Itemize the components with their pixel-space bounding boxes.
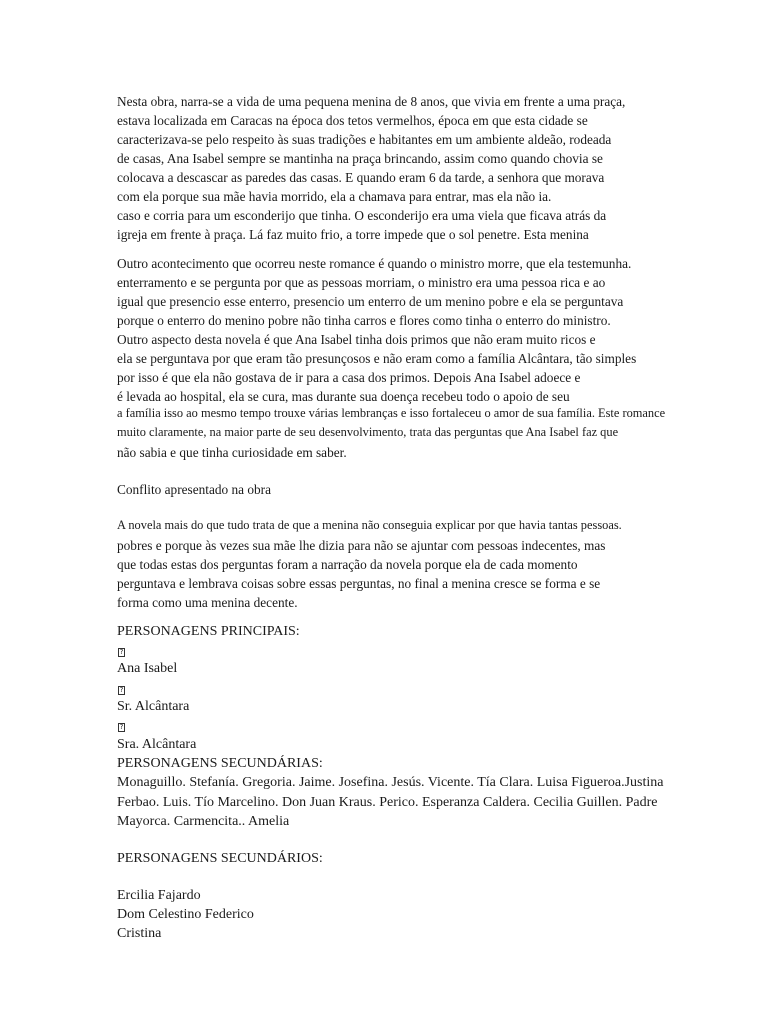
section-heading-conflict: Conflito apresentado na obra [117,482,271,497]
character-name: Ana Isabel [117,661,178,676]
paragraph-line: igual que presencio esse enterro, presencio um enterro de um menino pobre e ela se perguntava [117,294,624,309]
secondary-characters-line: Ferbao. Luis. Tío Marcelino. Don Juan Kraus. Perico. Esperanza Caldera. Cecilia Guillen. Padre [117,795,658,810]
paragraph-line: Outro aspecto desta novela é que Ana Isabel tinha dois primos que não eram muito ricos e [117,332,596,347]
secondary-characters-heading: PERSONAGENS SECUNDÁRIAS: [117,756,323,771]
paragraph-line: é levada ao hospital, ela se cura, mas durante sua doença recebeu todo o apoio de seu [117,389,570,404]
paragraph-line: pobres e porque às vezes sua mãe lhe dizia para não se ajuntar com pessoas indecentes, mas [117,538,606,553]
missing-glyph-icon: ? [119,723,124,731]
paragraph-line: Nesta obra, narra-se a vida de uma pequena menina de 8 anos, que vivia em frente a uma praça, [117,94,626,109]
paragraph-line: estava localizada em Caracas na época dos tetos vermelhos, época em que esta cidade se [117,113,588,128]
character-name: Cristina [117,926,162,941]
character-name: Sra. Alcântara [117,737,197,752]
paragraph-line: perguntava e lembrava coisas sobre essas perguntas, no final a menina cresce se forma e se [117,576,601,591]
paragraph-line: A novela mais do que tudo trata de que a menina não conseguia explicar por que havia tantas pessoas. [117,518,622,532]
paragraph-line: forma como uma menina decente. [117,595,298,610]
paragraph-line: igreja em frente à praça. Lá faz muito frio, a torre impede que o sol penetre. Esta menina [117,227,589,242]
paragraph-line: não sabia e que tinha curiosidade em saber. [117,445,347,460]
secondary-characters-heading-2: PERSONAGENS SECUNDÁRIOS: [117,851,323,866]
paragraph-line: enterramento e se pergunta por que as pessoas morriam, o ministro era uma pessoa rica e ao [117,275,606,290]
paragraph-line: caso e corria para um esconderijo que tinha. O esconderijo era uma viela que ficava atrás da [117,208,607,223]
missing-glyph-icon: ? [119,686,124,694]
paragraph-line: ela se perguntava por que eram tão presunçosos e não eram como a família Alcântara, tão simples [117,351,637,366]
paragraph-line: que todas estas dos perguntas foram a narração da novela porque ela de cada momento [117,557,578,572]
main-characters-heading: PERSONAGENS PRINCIPAIS: [117,624,300,639]
paragraph-line: com ela porque sua mãe havia morrido, ela a chamava para entrar, mas ela não ia. [117,189,552,204]
character-name: Dom Celestino Federico [117,907,254,922]
paragraph-line: a família isso ao mesmo tempo trouxe várias lembranças e isso fortaleceu o amor de sua família. Este romance [117,406,666,420]
character-name: Ercilia Fajardo [117,888,201,903]
paragraph-line: muito claramente, na maior parte de seu desenvolvimento, trata das perguntas que Ana Isabel faz que [117,425,619,439]
missing-glyph-icon: ? [119,648,124,656]
paragraph-line: de casas, Ana Isabel sempre se mantinha na praça brincando, assim como quando chovia se [117,151,603,166]
paragraph-line: Outro acontecimento que ocorreu neste romance é quando o ministro morre, que ela testemunha. [117,256,632,271]
paragraph-line: colocava a descascar as paredes das casas. E quando eram 6 da tarde, a senhora que morava [117,170,605,185]
paragraph-line: porque o enterro do menino pobre não tinha carros e flores como tinha o enterro do ministro. [117,313,611,328]
paragraph-line: por isso é que ela não gostava de ir para a casa dos primos. Depois Ana Isabel adoece e [117,370,581,385]
secondary-characters-line: Monaguillo. Stefanía. Gregoria. Jaime. Josefina. Jesús. Vicente. Tía Clara. Luisa Figueroa.Justina [117,775,664,790]
character-name: Sr. Alcântara [117,699,190,714]
secondary-characters-line: Mayorca. Carmencita.. Amelia [117,814,290,829]
paragraph-line: caracterizava-se pelo respeito às suas tradições e habitantes em um ambiente aldeão, rodeada [117,132,612,147]
